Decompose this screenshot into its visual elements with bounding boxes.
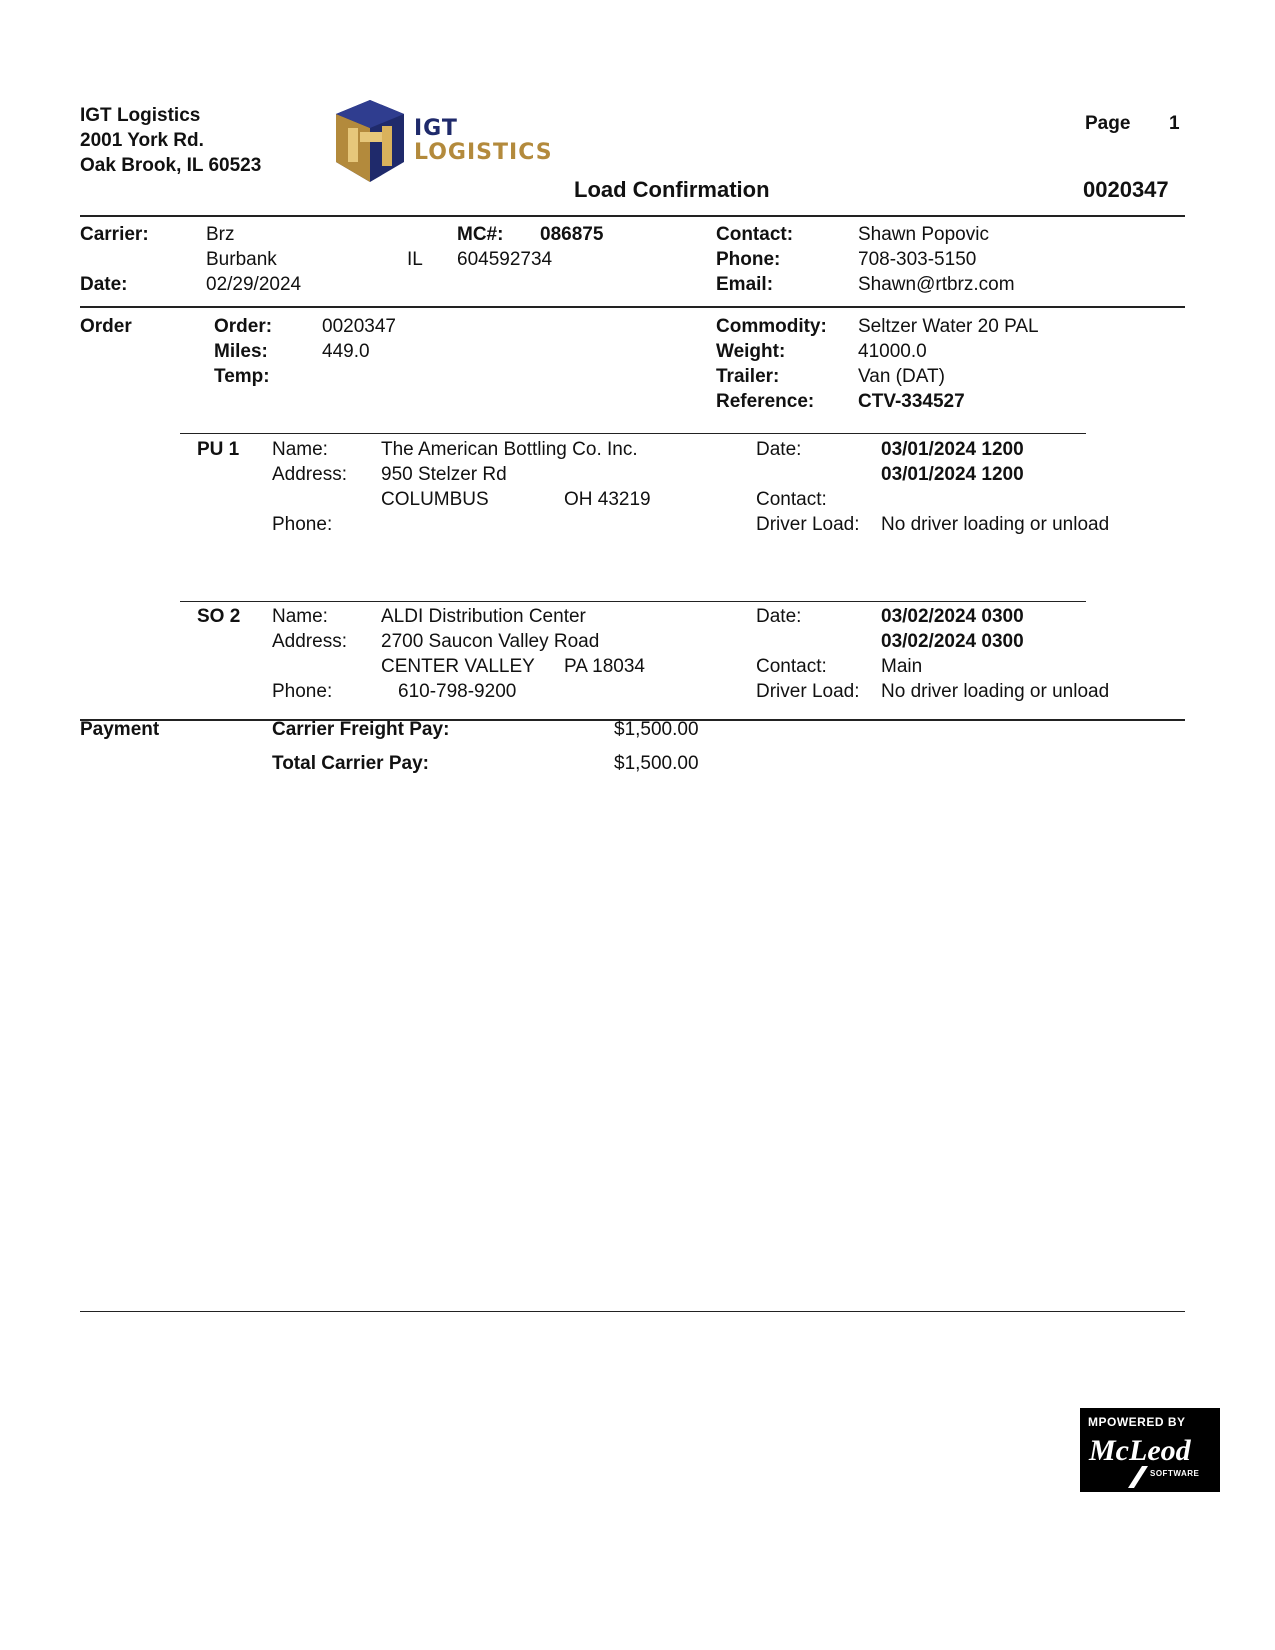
stop-divider (180, 433, 1086, 434)
phone-label: Phone: (716, 249, 781, 270)
miles-label: Miles: (214, 341, 268, 362)
stop-address-label: Address: (272, 631, 347, 652)
contact-label: Contact: (716, 224, 794, 245)
slash-icon (1128, 1466, 1148, 1488)
stop-name-label: Name: (272, 606, 328, 627)
header-order-number: 0020347 (1083, 177, 1169, 202)
order-value: 0020347 (322, 316, 396, 337)
stop-contact-label: Contact: (756, 656, 827, 677)
total-pay-label: Total Carrier Pay: (272, 753, 429, 774)
stop-driver-load-label: Driver Load: (756, 681, 860, 702)
logo-text-igt: IGT (414, 116, 458, 141)
freight-pay-label: Carrier Freight Pay: (272, 719, 450, 740)
company-street: 2001 York Rd. (80, 130, 204, 151)
logo-text-logistics: LOGISTICS (414, 140, 553, 165)
stop-driver-load: No driver loading or unload (881, 514, 1110, 535)
stop-code: SO 2 (197, 606, 241, 627)
stop-city: COLUMBUS (381, 489, 489, 510)
stop-name: The American Bottling Co. Inc. (381, 439, 638, 460)
stop-phone-label: Phone: (272, 514, 333, 535)
page-number: 1 (1169, 113, 1180, 134)
reference-label: Reference: (716, 391, 815, 412)
carrier-city: Burbank (206, 249, 277, 270)
stop-driver-load-label: Driver Load: (756, 514, 860, 535)
mc-label: MC#: (457, 224, 504, 245)
reference-value: CTV-334527 (858, 391, 965, 412)
trailer-value: Van (DAT) (858, 366, 945, 387)
carrier-phone: 708-303-5150 (858, 249, 977, 270)
stop-state-zip: PA 18034 (564, 656, 646, 677)
date-label: Date: (80, 274, 128, 295)
stop-city: CENTER VALLEY (381, 656, 535, 677)
badge-software: SOFTWARE (1150, 1469, 1200, 1478)
freight-pay-value: $1,500.00 (614, 719, 699, 740)
stop-contact-label: Contact: (756, 489, 827, 510)
carrier-email: Shawn@rtbrz.com (858, 274, 1015, 295)
stop-date-late: 03/02/2024 0300 (881, 631, 1024, 652)
stop-date-label: Date: (756, 606, 802, 627)
stop-code: PU 1 (197, 439, 240, 460)
stop-date-early: 03/01/2024 1200 (881, 439, 1024, 460)
stop-divider (180, 601, 1086, 602)
payment-section-label: Payment (80, 719, 160, 740)
document-title: Load Confirmation (574, 177, 770, 202)
divider-top (80, 215, 1185, 217)
trailer-label: Trailer: (716, 366, 780, 387)
divider-carrier (80, 306, 1185, 308)
carrier-contact: Shawn Popovic (858, 224, 989, 245)
stop-date-label: Date: (756, 439, 802, 460)
stop-address: 2700 Saucon Valley Road (381, 631, 600, 652)
order-label: Order: (214, 316, 273, 337)
stop-state-zip: OH 43219 (564, 489, 651, 510)
stop-phone-label: Phone: (272, 681, 333, 702)
company-logo (330, 98, 553, 188)
miles-value: 449.0 (322, 341, 370, 362)
badge-mcleod: McLeod (1089, 1434, 1191, 1467)
commodity-value: Seltzer Water 20 PAL (858, 316, 1039, 337)
stop-contact: Main (881, 656, 923, 677)
mcleod-badge (1080, 1408, 1220, 1492)
carrier-label: Carrier: (80, 224, 149, 245)
page-label: Page (1085, 113, 1131, 134)
commodity-label: Commodity: (716, 316, 827, 337)
stop-address: 950 Stelzer Rd (381, 464, 507, 485)
weight-label: Weight: (716, 341, 786, 362)
stop-address-label: Address: (272, 464, 347, 485)
mc-number: 086875 (540, 224, 604, 245)
logo-cube-icon (330, 98, 410, 184)
stop-date-early: 03/02/2024 0300 (881, 606, 1024, 627)
confirmation-date: 02/29/2024 (206, 274, 302, 295)
email-label: Email: (716, 274, 774, 295)
carrier-name: Brz (206, 224, 235, 245)
divider-footer (80, 1311, 1185, 1312)
total-pay-value: $1,500.00 (614, 753, 699, 774)
stop-phone: 610-798-9200 (398, 681, 517, 702)
stop-name-label: Name: (272, 439, 328, 460)
stop-date-late: 03/01/2024 1200 (881, 464, 1024, 485)
temp-label: Temp: (214, 366, 270, 387)
stop-driver-load: No driver loading or unload (881, 681, 1110, 702)
order-section-label: Order (80, 316, 132, 337)
carrier-id-number: 604592734 (457, 249, 553, 270)
weight-value: 41000.0 (858, 341, 927, 362)
badge-powered-by: MPOWERED BY (1088, 1415, 1186, 1429)
stop-name: ALDI Distribution Center (381, 606, 586, 627)
carrier-state: IL (407, 249, 423, 270)
company-city: Oak Brook, IL 60523 (80, 155, 262, 176)
company-name: IGT Logistics (80, 105, 201, 126)
